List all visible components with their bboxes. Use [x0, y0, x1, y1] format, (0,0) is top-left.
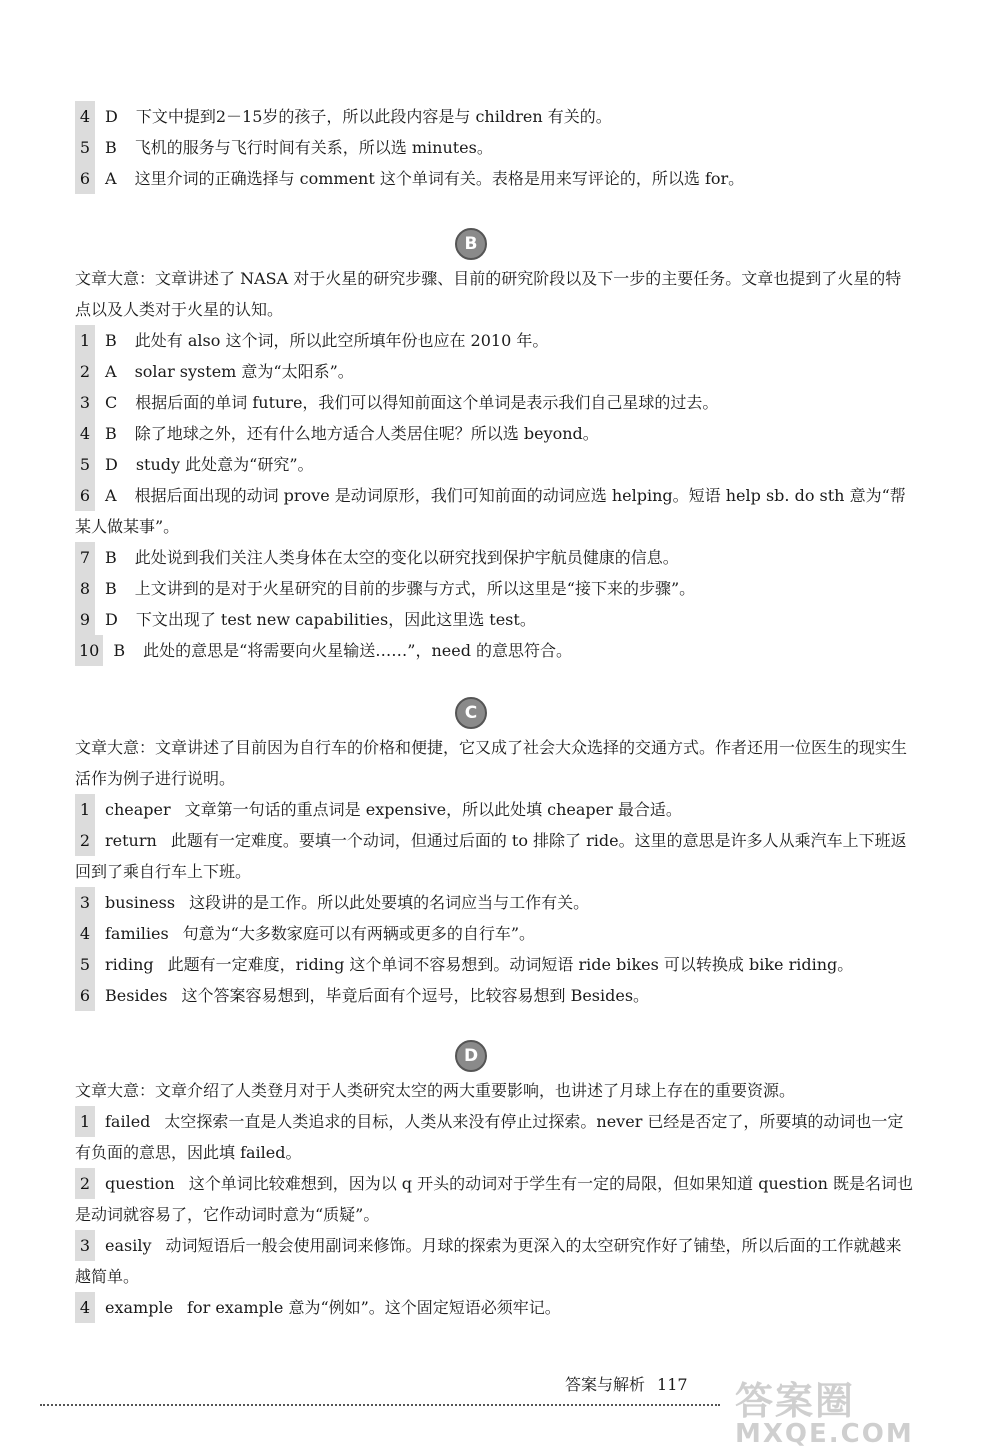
answer-key: C — [105, 393, 118, 412]
explanation: study 此处意为“研究”。 — [135, 455, 314, 474]
answer-key: business — [105, 893, 176, 912]
explanation: 这段讲的是工作。所以此处要填的名词应当与工作有关。 — [189, 893, 590, 912]
section-a-tail — [75, 101, 915, 194]
explanation: solar system 意为“太阳系”。 — [134, 362, 354, 381]
answer-row — [75, 980, 915, 1011]
answer-key: B — [105, 424, 117, 443]
explanation: 除了地球之外，还有什么地方适合人类居住呢？所以选 beyond。 — [134, 424, 599, 443]
section-c-icon: C — [455, 697, 487, 729]
answer-row — [75, 387, 915, 418]
answer-row — [75, 887, 915, 918]
answer-key: D — [105, 610, 118, 629]
item-number: 5 — [75, 449, 95, 480]
answer-row — [75, 1168, 915, 1230]
section-b-icon: B — [455, 228, 487, 260]
answer-key: A — [105, 169, 117, 188]
answer-row — [75, 101, 915, 132]
item-number: 4 — [75, 918, 95, 949]
item-number: 2 — [75, 825, 95, 856]
explanation: for example 意为“例如”。这个固定短语必须牢记。 — [187, 1298, 561, 1317]
answer-key: cheaper — [105, 800, 171, 819]
answer-row — [75, 1106, 915, 1168]
item-number: 10 — [75, 635, 103, 666]
explanation: 动词短语后一般会使用副词来修饰。月球的探索为更深入的太空研究作好了铺垫，所以后面的工作就越来越简单。 — [75, 1236, 902, 1286]
section-c — [75, 732, 915, 1011]
answer-row — [75, 163, 915, 194]
explanation: 飞机的服务与飞行时间有关系，所以选 minutes。 — [134, 138, 493, 157]
page-number: 117 — [657, 1375, 688, 1394]
answer-key: B — [105, 331, 117, 350]
explanation: 这个答案容易想到，毕竟后面有个逗号，比较容易想到 Besides。 — [181, 986, 650, 1005]
section-b — [75, 263, 915, 666]
item-number: 4 — [75, 1292, 95, 1323]
section-d — [75, 1075, 915, 1323]
explanation: 句意为“大多数家庭可以有两辆或更多的自行车”。 — [182, 924, 536, 943]
item-number: 6 — [75, 980, 95, 1011]
explanation: 下文出现了 test new capabilities，因此这里选 test。 — [135, 610, 536, 629]
answer-key: return — [105, 831, 157, 850]
answer-row — [75, 825, 915, 887]
item-number: 6 — [75, 163, 95, 194]
explanation: 根据后面出现的动词 prove 是动词原形，我们可知前面的动词应选 helping。短语 help sb. do sth 意为“帮某人做某事”。 — [75, 486, 906, 536]
section-d-icon: D — [455, 1040, 487, 1072]
explanation: 这个单词比较难想到，因为以 q 开头的动词对于学生有一定的局限，但如果知道 question 既是名词也是动词就容易了，它作动词时意为“质疑”。 — [75, 1174, 914, 1224]
explanation: 此处的意思是“将需要向火星输送……”，need 的意思符合。 — [143, 641, 573, 660]
answer-row — [75, 1230, 915, 1292]
item-number: 1 — [75, 325, 95, 356]
explanation: 此处说到我们关注人类身体在太空的变化以研究找到保护宇航员健康的信息。 — [134, 548, 679, 567]
answer-key: B — [105, 548, 117, 567]
item-number: 5 — [75, 132, 95, 163]
answer-key: D — [105, 455, 118, 474]
footer-label: 答案与解析 — [565, 1375, 646, 1394]
explanation: 太空探索一直是人类追求的目标，人类从来没有停止过探索。never 已经是否定了，所要填的动词也一定有负面的意思，因此填 failed。 — [75, 1112, 904, 1162]
watermark-title: 答案圈 — [735, 1379, 856, 1423]
answer-key: A — [105, 486, 117, 505]
watermark-logo — [735, 1370, 985, 1450]
answer-row — [75, 949, 915, 980]
answer-row — [75, 356, 915, 387]
answer-key: example — [105, 1298, 174, 1317]
item-number: 4 — [75, 418, 95, 449]
section-summary: 文章大意：文章介绍了人类登月对于人类研究太空的两大重要影响，也讲述了月球上存在的重要资源。 — [75, 1081, 796, 1100]
item-number: 8 — [75, 573, 95, 604]
answer-key: easily — [105, 1236, 152, 1255]
explanation: 文章第一句话的重点词是 expensive，所以此处填 cheaper 最合适。 — [184, 800, 682, 819]
answer-key: B — [105, 579, 117, 598]
answer-row — [75, 573, 915, 604]
explanation: 此题有一定难度。要填一个动词，但通过后面的 to 排除了 ride。这里的意思是许多人从乘汽车上下班返回到了乘自行车上下班。 — [75, 831, 907, 881]
page-footer — [565, 1372, 688, 1395]
explanation: 下文中提到2－15岁的孩子，所以此段内容是与 children 有关的。 — [135, 107, 612, 126]
answer-key: Besides — [105, 986, 168, 1005]
item-number: 3 — [75, 887, 95, 918]
answer-row — [75, 794, 915, 825]
answer-key: B — [113, 641, 126, 660]
answer-key: failed — [105, 1112, 151, 1131]
answer-key: B — [105, 138, 117, 157]
item-number: 1 — [75, 794, 95, 825]
answer-row — [75, 480, 915, 542]
section-summary: 文章大意：文章讲述了 NASA 对于火星的研究步骤、目前的研究阶段以及下一步的主要任务。文章也提到了火星的特点以及人类对于火星的认知。 — [75, 269, 902, 319]
answer-row — [75, 604, 915, 635]
item-number: 3 — [75, 387, 95, 418]
item-number: 6 — [75, 480, 95, 511]
answer-key: riding — [105, 955, 154, 974]
answer-row — [75, 918, 915, 949]
item-number: 4 — [75, 101, 95, 132]
item-number: 7 — [75, 542, 95, 573]
answer-key: A — [105, 362, 117, 381]
explanation: 根据后面的单词 future，我们可以得知前面这个单词是表示我们自己星球的过去。 — [135, 393, 719, 412]
answer-row — [75, 325, 915, 356]
section-summary: 文章大意：文章讲述了目前因为自行车的价格和便捷，它又成了社会大众选择的交通方式。作者还用一位医生的现实生活作为例子进行说明。 — [75, 738, 908, 788]
footer-divider — [40, 1404, 720, 1406]
answer-row — [75, 635, 915, 666]
explanation: 此题有一定难度，riding 这个单词不容易想到。动词短语 ride bikes 可以转换成 bike riding。 — [167, 955, 854, 974]
item-number: 3 — [75, 1230, 95, 1261]
answer-row — [75, 542, 915, 573]
answer-key: question — [105, 1174, 175, 1193]
answer-row — [75, 132, 915, 163]
answer-row — [75, 418, 915, 449]
item-number: 2 — [75, 1168, 95, 1199]
explanation: 上文讲到的是对于火星研究的目前的步骤与方式，所以这里是“接下来的步骤”。 — [134, 579, 696, 598]
item-number: 9 — [75, 604, 95, 635]
answer-row — [75, 1292, 915, 1323]
item-number: 1 — [75, 1106, 95, 1137]
explanation: 这里介词的正确选择与 comment 这个单词有关。表格是用来写评论的，所以选 for。 — [134, 169, 745, 188]
answer-key: families — [105, 924, 169, 943]
watermark-url: MXQE.COM — [735, 1419, 914, 1449]
item-number: 5 — [75, 949, 95, 980]
item-number: 2 — [75, 356, 95, 387]
answer-row — [75, 449, 915, 480]
explanation: 此处有 also 这个词，所以此空所填年份也应在 2010 年。 — [134, 331, 549, 350]
answer-key: D — [105, 107, 118, 126]
